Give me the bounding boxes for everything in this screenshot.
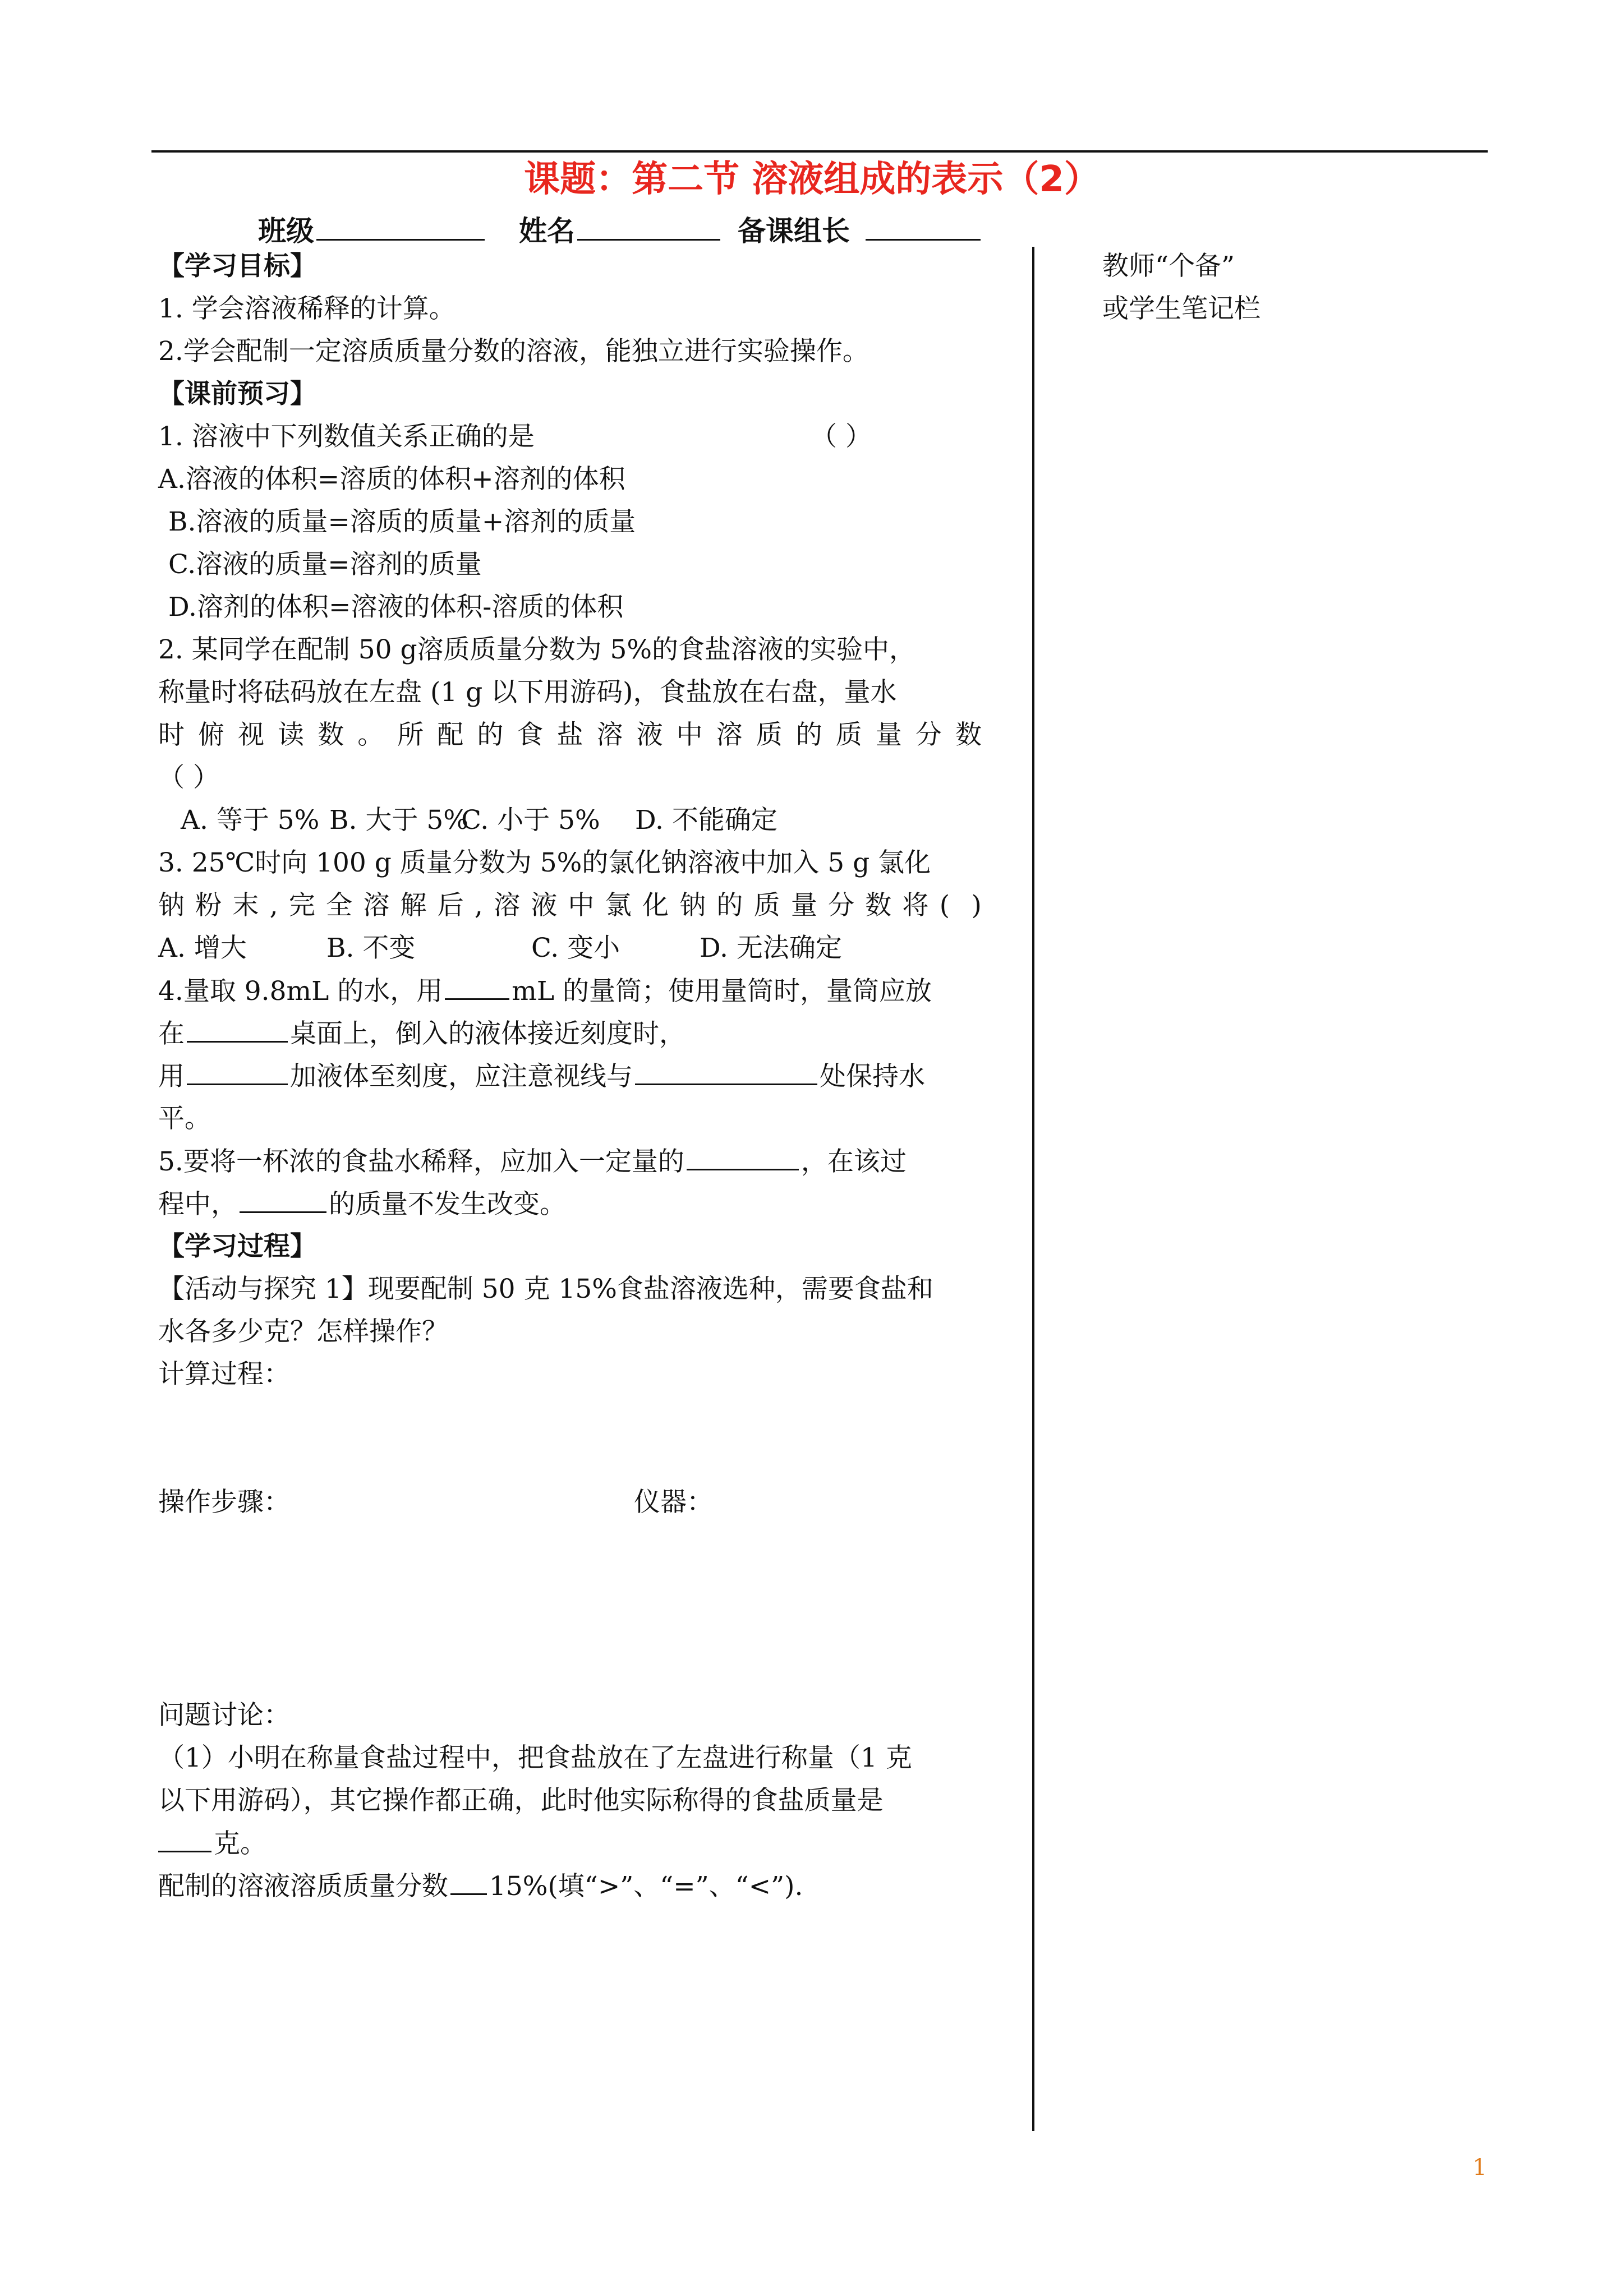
q3-char: 解 [400, 890, 427, 921]
q2-line-3 [158, 719, 982, 751]
q5-text: 5.要将一杯浓的食盐水稀释，应加入一定量的 [158, 1146, 684, 1177]
q3-char: 的 [716, 890, 743, 921]
q2-char: 液 [636, 720, 663, 750]
q1-option-c: C.溶液的质量=溶剂的质量 [168, 549, 482, 580]
q3-char: 溶 [494, 890, 521, 921]
q3-char: 数 [865, 890, 892, 921]
q2-char: 配 [437, 720, 464, 750]
q2-line-1: 2. 某同学在配制 50 g溶质质量分数为 5%的食盐溶液的实验中， [158, 634, 916, 665]
q2-answer-paren[interactable]: （ ） [158, 762, 219, 793]
q2-char: 视 [238, 720, 265, 750]
q3-option-a: A. 增大 [158, 933, 247, 963]
q3-line-2 [158, 889, 982, 921]
q5-text: ，在该过 [801, 1146, 907, 1177]
q3-options [158, 932, 842, 964]
q4-text: 用 [158, 1061, 185, 1092]
objective-item-2: 2.学会配制一定溶质质量分数的溶液，能独立进行实验操作。 [158, 336, 869, 367]
q3-char: 氯 [605, 890, 632, 921]
q3-char: 质 [753, 890, 780, 921]
page-title: 课题：第二节 溶液组成的表示（2） [524, 159, 1100, 200]
name-field [519, 209, 723, 249]
q1-option-a: A.溶液的体积=溶质的体积+溶剂的体积 [158, 464, 625, 495]
q1-answer-paren[interactable]: （ ） [811, 421, 872, 452]
q3-char: 末 [232, 890, 259, 921]
activity-line-2: 水各多少克？怎样操作？ [158, 1316, 448, 1347]
q2-char: 质 [835, 720, 862, 750]
q3-char: 钠 [679, 890, 706, 921]
q2-char: 的 [477, 720, 504, 750]
instruments-label: 仪器： [634, 1487, 713, 1518]
q2-char: 盐 [556, 720, 583, 750]
q2-char: 。 [357, 720, 384, 750]
objective-item-1: 1. 学会溶液稀释的计算。 [158, 293, 456, 324]
q2-char: 溶 [716, 720, 743, 750]
q2-option-b: B. 大于 5% [329, 805, 468, 836]
d2-text: 15%(填“>”、“=”、“<”). [489, 1871, 803, 1902]
q1-option-d: D.溶剂的体积=溶液的体积-溶质的体积 [168, 592, 624, 623]
q5-line-2 [158, 1188, 566, 1220]
sidebar-note-line2: 或学生笔记栏 [1102, 293, 1260, 324]
q3-option-c: C. 变小 [531, 933, 620, 963]
name-blank[interactable] [577, 215, 720, 241]
q4-blank-3[interactable] [187, 1060, 288, 1085]
discussion-1-line-3 [158, 1827, 266, 1860]
q4-text: 加液体至刻度，应注意视线与 [290, 1061, 633, 1092]
name-label: 姓名 [519, 215, 575, 247]
q4-blank-2[interactable] [187, 1017, 288, 1043]
activity-line-1: 【活动与探究 1】现要配制 50 克 15%食盐溶液选种，需要食盐和 [158, 1274, 933, 1304]
q4-line-3 [158, 1060, 925, 1092]
process-heading: 【学习过程】 [158, 1231, 316, 1262]
d1-blank[interactable] [158, 1827, 211, 1852]
class-blank[interactable] [316, 215, 485, 241]
d2-blank[interactable] [450, 1870, 487, 1895]
calc-label: 计算过程： [158, 1359, 290, 1390]
q2-char: 所 [397, 720, 424, 750]
q2-char: 时 [158, 720, 185, 750]
q3-char: , [474, 890, 483, 921]
q2-char: 读 [278, 720, 305, 750]
q2-char: 数 [955, 720, 982, 750]
q3-char: 量 [790, 890, 817, 921]
class-field [258, 209, 487, 249]
q2-char: 量 [875, 720, 902, 750]
q4-blank-1[interactable] [445, 975, 509, 1000]
sidebar-note-line1: 教师“个备” [1102, 251, 1235, 282]
page-number: 1 [1473, 2155, 1487, 2180]
class-label: 班级 [258, 215, 314, 247]
q3-char: 钠 [158, 890, 185, 921]
q3-char: 将 [902, 890, 929, 921]
q1-option-b: B.溶液的质量=溶质的质量+溶剂的质量 [168, 506, 636, 537]
q4-text: 在 [158, 1018, 185, 1049]
leader-label: 备课组长 [738, 215, 850, 247]
q3-char: 全 [326, 890, 353, 921]
q4-line-4: 平。 [158, 1103, 211, 1134]
q4-blank-4[interactable] [635, 1060, 817, 1085]
q5-text: 程中， [158, 1189, 237, 1220]
q4-text: 4.量取 9.8mL 的水，用 [158, 976, 443, 1007]
q3-char: 分 [828, 890, 855, 921]
q3-char: , [269, 890, 278, 921]
q1-stem: 1. 溶液中下列数值关系正确的是 [158, 421, 535, 452]
q4-text: 处保持水 [820, 1061, 925, 1092]
q4-line-2 [158, 1017, 686, 1050]
column-divider [1032, 247, 1034, 2131]
q2-char: 食 [517, 720, 544, 750]
discussion-2-line [158, 1870, 803, 1902]
q3-char: ) [971, 890, 982, 921]
q2-option-c: C. 小于 5% [461, 805, 600, 836]
q2-line-2: 称量时将砝码放在左盘 (1 g 以下用游码)，食盐放在右盘，量水 [158, 677, 897, 708]
q3-option-b: B. 不变 [326, 933, 416, 963]
q3-option-d: D. 无法确定 [700, 933, 842, 963]
q3-char: 后 [437, 890, 464, 921]
q5-blank-2[interactable] [240, 1188, 326, 1213]
q3-char: 中 [568, 890, 595, 921]
d2-text: 配制的溶液溶质质量分数 [158, 1871, 448, 1902]
objectives-heading: 【学习目标】 [158, 251, 316, 282]
q3-char: 液 [531, 890, 558, 921]
q2-option-a: A. 等于 5% [181, 805, 320, 836]
q3-char: 溶 [363, 890, 390, 921]
q2-char: 中 [676, 720, 703, 750]
leader-blank[interactable] [866, 215, 981, 241]
q3-char: ( [939, 890, 950, 921]
q5-text: 的质量不发生改变。 [329, 1189, 566, 1220]
q2-char: 数 [318, 720, 344, 750]
q2-char: 质 [756, 720, 783, 750]
q2-option-d: D. 不能确定 [635, 805, 778, 836]
discussion-1-line-1: （1）小明在称量食盐过程中，把食盐放在了左盘进行称量（1 克 [158, 1742, 912, 1773]
leader-field [738, 209, 983, 249]
q3-char: 完 [288, 890, 315, 921]
q2-options [181, 804, 778, 836]
preview-heading: 【课前预习】 [158, 379, 316, 409]
q3-char: 化 [642, 890, 669, 921]
q5-line-1 [158, 1145, 907, 1178]
d1-text: 克。 [214, 1828, 266, 1859]
discussion-1-line-2: 以下用游码），其它操作都正确，此时他实际称得的食盐质量是 [158, 1785, 884, 1816]
q4-text: mL 的量筒；使用量筒时，量筒应放 [512, 976, 932, 1007]
q4-text: 桌面上，倒入的液体接近刻度时， [290, 1018, 686, 1049]
discussion-label: 问题讨论： [158, 1700, 290, 1731]
q4-line-1 [158, 975, 932, 1007]
q3-char: 粉 [195, 890, 222, 921]
q2-char: 俯 [198, 720, 225, 750]
q2-char: 的 [795, 720, 822, 750]
q2-char: 分 [915, 720, 942, 750]
q5-blank-1[interactable] [687, 1145, 799, 1170]
q2-char: 溶 [596, 720, 623, 750]
steps-label: 操作步骤： [158, 1487, 290, 1518]
q3-line-1: 3. 25℃时向 100 g 质量分数为 5%的氯化钠溶液中加入 5 g 氯化 [158, 847, 931, 878]
